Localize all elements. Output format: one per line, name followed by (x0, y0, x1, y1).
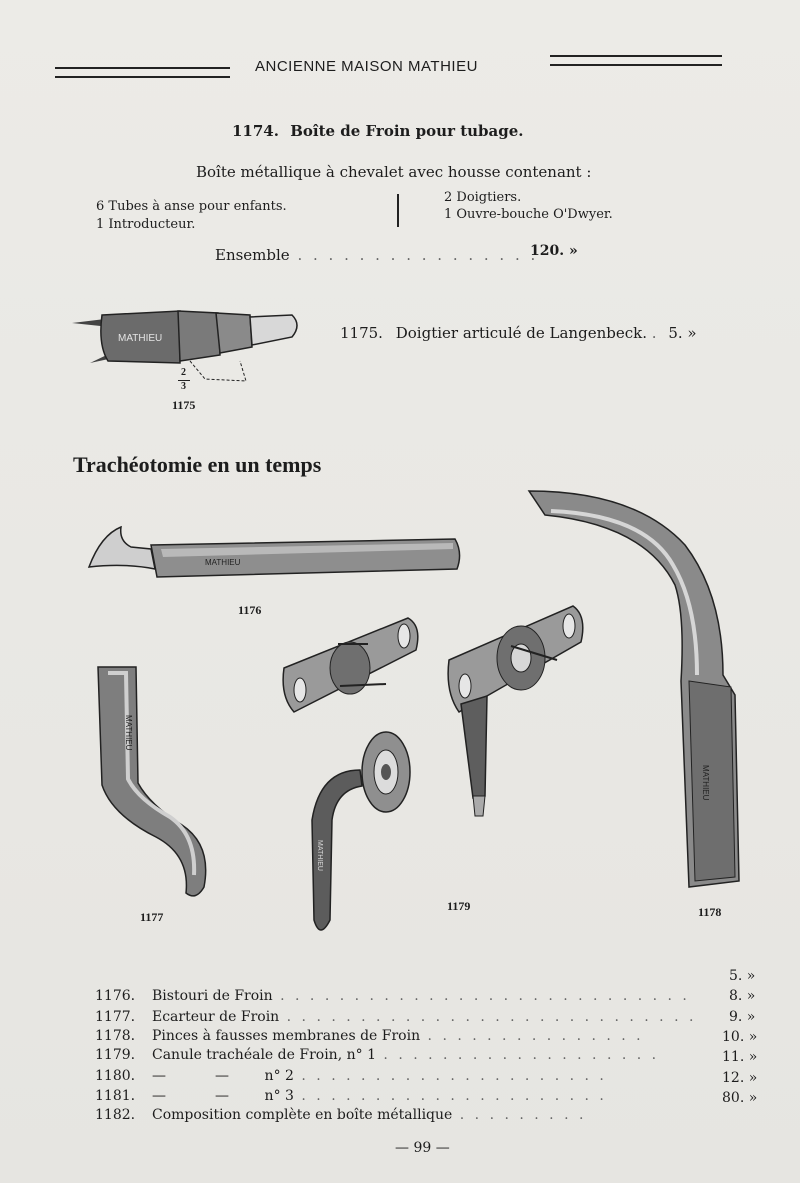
scalpel-brand: MATHIEU (205, 558, 241, 567)
figure-label-1179: 1179 (447, 899, 471, 913)
cannula-brand: MATHIEU (316, 840, 323, 871)
price-1176: 5. » (729, 968, 756, 984)
item-number: 1182. (95, 1107, 136, 1123)
header-rule-left (55, 67, 230, 78)
leader-dots: . . . . . . . . . . . . . . . . (289, 246, 539, 264)
ensemble-label: Ensemble (215, 246, 290, 264)
leader-dots: . . . . . . . . . . . . . . . . . . . . . . . . . . . . (279, 1009, 697, 1025)
tracheal-cannula-illustration (300, 730, 420, 940)
price-1178: 9. » (729, 1009, 756, 1025)
ensemble-line (215, 246, 538, 264)
price-1182: 80. » (722, 1090, 758, 1106)
leader-dots: . . . . . . . . . . . . . . . (420, 1028, 644, 1044)
item-number: 1177. (95, 1009, 136, 1025)
cannula-plate-illustration (280, 612, 425, 712)
item-1175-number: 1175. (340, 324, 383, 342)
page-number: — 99 — (395, 1140, 450, 1156)
section-title: Trachéotomie en un temps (73, 452, 322, 477)
contents-divider (397, 194, 399, 227)
price-1180: 11. » (722, 1049, 758, 1065)
figure-label-1176: 1176 (238, 603, 262, 617)
item-number: 1181. (95, 1088, 136, 1104)
item-1174-right-line-1: 2 Doigtiers. (444, 190, 522, 205)
item-name: Ecarteur de Froin (152, 1009, 280, 1025)
price-list-row (95, 988, 690, 1004)
ensemble-price: 120. » (530, 243, 578, 259)
item-1174-title: Boîte de Froin pour tubage. (290, 122, 524, 140)
item-1175-price: 5. » (668, 324, 697, 342)
item-name: — — n° 3 (152, 1088, 294, 1104)
leader-dots: . . . . . . . . . . . . . . . . . . . . . . . . . . . . (272, 988, 690, 1004)
price-list-row (95, 1088, 607, 1104)
finger-guard-illustration (70, 305, 310, 395)
scale-denominator: 3 (181, 381, 186, 392)
price-list-row (95, 1107, 586, 1123)
header-title: ANCIENNE MAISON MATHIEU (255, 58, 478, 75)
item-number: 1179. (95, 1047, 136, 1063)
item-1174-description: Boîte métallique à chevalet avec housse contenant : (196, 163, 592, 181)
item-name: Bistouri de Froin (152, 988, 273, 1004)
figure-label-1177: 1177 (140, 910, 164, 924)
item-number: 1178. (95, 1028, 136, 1044)
forceps-illustration (525, 485, 755, 895)
scale-numerator: 2 (181, 367, 186, 378)
item-1174-number: 1174. (232, 122, 279, 140)
item-name: Composition complète en boîte métallique (152, 1107, 453, 1123)
item-1174-heading (232, 122, 524, 140)
forceps-brand: MATHIEU (701, 765, 710, 801)
retractor-illustration (92, 665, 222, 905)
header-rule-right (550, 55, 722, 66)
retractor-brand: MATHIEU (124, 715, 133, 751)
price-1181: 12. » (722, 1070, 758, 1086)
price-list-row (95, 1028, 644, 1044)
item-number: 1176. (95, 988, 136, 1004)
scalpel-illustration (85, 525, 465, 595)
leader-dots: . . . . . . . . . . . . . . . . . . . . . (293, 1068, 607, 1084)
item-name: Pinces à fausses membranes de Froin (152, 1028, 421, 1044)
item-1175-name: Doigtier articulé de Langenbeck. (395, 324, 647, 342)
leader-dots: . . . . . . . . . . . . . . . . . . . (375, 1047, 660, 1063)
item-1175-line (340, 324, 697, 342)
leader-dots: . . . . . . . . . . . . . . . . . . . . . (293, 1088, 607, 1104)
item-name: Canule trachéale de Froin, n° 1 (152, 1047, 376, 1063)
item-1174-left-line-2: 1 Introducteur. (96, 217, 196, 232)
figure-label-1178: 1178 (698, 905, 722, 919)
price-list-row (95, 1009, 696, 1025)
item-1174-left-line-1: 6 Tubes à anse pour enfants. (96, 199, 287, 214)
leader-dots: . (651, 324, 660, 342)
price-1179: 10. » (722, 1029, 758, 1045)
price-list-row (95, 1047, 659, 1063)
price-1177: 8. » (729, 988, 756, 1004)
price-list-row (95, 1068, 607, 1084)
finger-guard-brand: MATHIEU (118, 333, 163, 344)
item-number: 1180. (95, 1068, 136, 1084)
figure-label-1175: 1175 (172, 398, 196, 412)
item-1174-right-line-2: 1 Ouvre-bouche O'Dwyer. (444, 207, 613, 222)
item-name: — — n° 2 (152, 1068, 294, 1084)
leader-dots: . . . . . . . . . (452, 1107, 587, 1123)
